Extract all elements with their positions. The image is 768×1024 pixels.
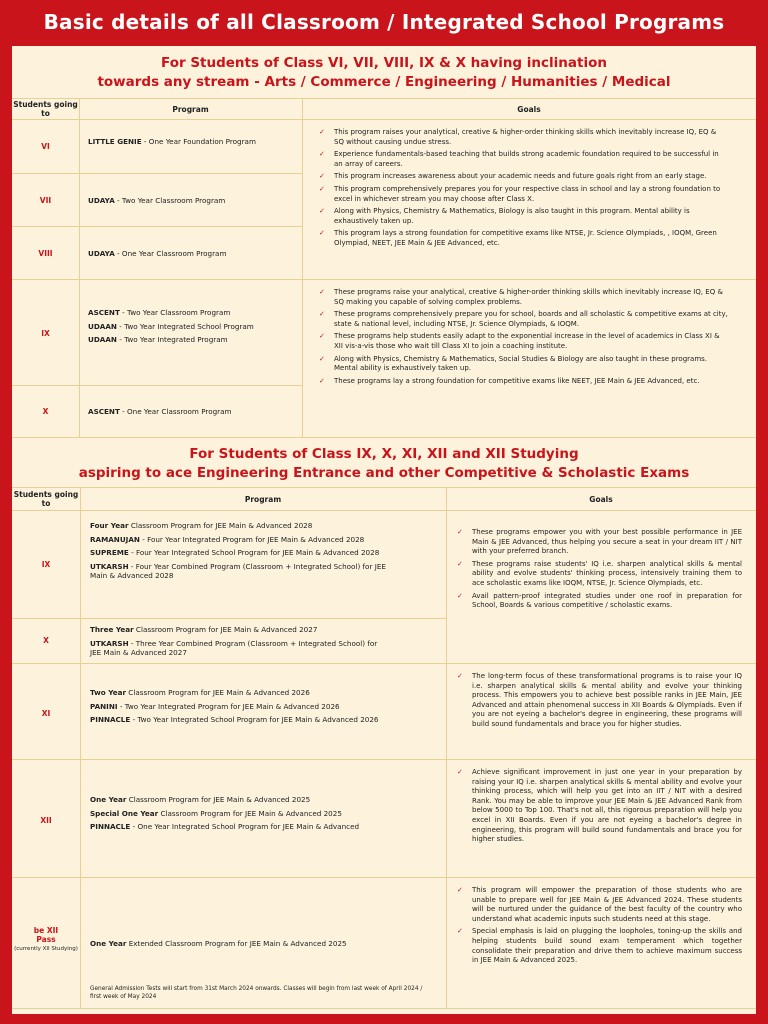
goal-item: ✓ Avail pattern-proof integrated studies under one roof in preparation for School, Boards & various competitive / scholastic exams. (457, 591, 742, 610)
section2-col-class: Students going to (13, 490, 79, 508)
class-label: XI (41, 709, 51, 718)
check-icon: ✓ (319, 332, 325, 341)
section1-col-program: Program (172, 105, 209, 114)
program-item: UDAYA - One Year Classroom Program (88, 249, 227, 258)
goal-item: ✓ This program increases awareness about your academic needs and future goals right from an early stage. (319, 172, 707, 181)
program-cell (90, 521, 390, 585)
program-cell (88, 137, 288, 151)
goals-cell (456, 886, 742, 969)
class-label: VII (39, 196, 52, 205)
goal-item: ✓ These programs help students easily adapt to the exponential increase in the level of academics in Class XI & XII vis-a-vis those who wait till Class XI to join a coaching institute. (319, 332, 720, 350)
program-cell (90, 795, 430, 836)
program-cell (90, 939, 440, 953)
program-cell (90, 688, 430, 729)
check-icon: ✓ (457, 886, 463, 894)
check-icon: ✓ (457, 591, 463, 600)
class-label: X (42, 407, 49, 416)
section2-col-program: Program (244, 495, 282, 504)
check-icon: ✓ (457, 528, 463, 536)
program-item: UTKARSH - Three Year Combined Program (Classroom + Integrated School) for JEE Main & Advanced 2027 (90, 638, 378, 657)
goal-item: ✓ These programs lay a strong foundation for competitive exams like NEET, JEE Main & JEE Advanced, etc. (319, 376, 700, 385)
program-cell (88, 308, 288, 349)
goal-item: ✓ Special emphasis is laid on plugging the loopholes, toning-up the skills and helping students build sound exam temperament which together consolidate their preparation and drive them to achieve maximum success in JEE Main & Advanced 2025. (457, 927, 742, 965)
check-icon: ✓ (319, 229, 325, 238)
goal-item: ✓ These programs comprehensively prepare you for school, boards and all scholastic & competitive exams at city, state & national level, including NTSE, Jr. Science Olympiads, & IOQM. (319, 310, 728, 328)
check-icon: ✓ (457, 927, 463, 936)
check-icon: ✓ (319, 354, 325, 363)
check-icon: ✓ (457, 559, 463, 568)
program-cell (88, 249, 288, 263)
section2-heading-line1: For Students of Class IX, X, XI, XII and XII Studying (189, 446, 579, 462)
check-icon: ✓ (457, 768, 463, 776)
goal-item: ✓ These programs raise students' IQ i.e. sharpen analytical skills & mental ability and evolve students' thinking process, intensively training them to ace scholastic exams like IOQM, NTSE, Jr. Science Olympiads, etc. (457, 559, 742, 587)
program-item: ASCENT - One Year Classroom Program (88, 407, 232, 416)
class-label: XII (40, 816, 52, 825)
page-title: Basic details of all Classroom / Integrated School Programs (43, 10, 725, 34)
program-item: UDAAN - Two Year Integrated Program (88, 335, 228, 344)
class-label: be XII Pass (33, 926, 59, 944)
program-cell (88, 407, 288, 421)
goals-cell (456, 672, 742, 733)
check-icon: ✓ (319, 128, 325, 136)
check-icon: ✓ (319, 172, 325, 181)
class-label: VI (41, 142, 50, 151)
goal-item: ✓ Along with Physics, Chemistry & Mathematics, Biology is also taught in this program. Mental ability is exhaustively taken up. (319, 207, 690, 225)
goals-cell (456, 528, 742, 614)
goal-item: ✓ This program raises your analytical, creative & higher-order thinking skills which inevitably increase IQ, EQ & SQ without causing undue stress. (319, 128, 717, 146)
goals-cell (318, 128, 728, 252)
goals-cell (456, 768, 742, 848)
class-label: IX (41, 329, 50, 338)
program-item: Two Year Classroom Program for JEE Main & Advanced 2026 (90, 688, 310, 697)
check-icon: ✓ (319, 184, 325, 193)
admission-note: General Admission Tests will start from 31st March 2024 onwards. Classes will begin from last week of April 2024 / first week of May 2024 (90, 986, 423, 1000)
program-item: SUPREME - Four Year Integrated School Program for JEE Main & Advanced 2028 (90, 548, 380, 557)
program-item: One Year Extended Classroom Program for JEE Main & Advanced 2025 (90, 939, 347, 948)
program-cell (90, 625, 390, 662)
section1-heading-line1: For Students of Class VI, VII, VIII, IX & X having inclination (161, 55, 607, 71)
goals-cell (318, 288, 728, 389)
class-label: X (43, 636, 49, 645)
content-panel (12, 46, 756, 1014)
check-icon: ✓ (319, 310, 325, 319)
section1-col-class: Students going to (13, 100, 78, 118)
check-icon: ✓ (457, 672, 463, 680)
program-item: PINNACLE - Two Year Integrated School Program for JEE Main & Advanced 2026 (90, 715, 379, 724)
goal-item: ✓ These programs raise your analytical, creative & higher-order thinking skills which inevitably increase IQ, EQ & SQ making you capable of solving complex problems. (319, 288, 723, 306)
program-item: Special One Year Classroom Program for JEE Main & Advanced 2025 (90, 808, 342, 818)
program-item: PINNACLE - One Year Integrated School Program for JEE Main & Advanced (90, 822, 360, 831)
goal-item: ✓ Experience fundamentals-based teaching that builds strong academic foundation required to be successful in an array of careers. (319, 150, 719, 168)
program-item: LITTLE GENIE - One Year Foundation Program (88, 137, 256, 146)
program-item: UTKARSH - Four Year Combined Program (Classroom + Integrated School) for JEE Main & Advanced 2028 (90, 561, 386, 580)
goal-item: ✓ This program comprehensively prepares you for your respective class in school and lay a strong foundation to excel in whichever stream you may choose after Class X. (319, 184, 721, 203)
section2-col-goals: Goals (589, 495, 613, 504)
goal-item: ✓ This program lays a strong foundation for competitive exams like NTSE, Jr. Science Olympiads, , IOQM, Green Olympiad, NEET, JEE Main & JEE Advanced, etc. (319, 229, 717, 247)
class-label: VIII (38, 249, 53, 258)
goal-item: ✓ This program will empower the preparation of those students who are unable to prepare well for JEE Main & JEE Advanced 2024. These students will be nurtured under the guidance of the best faculty of the country who understand what academic inputs such students need at this stage. (457, 886, 742, 923)
goal-item: ✓ Along with Physics, Chemistry & Mathematics, Social Studies & Biology are also taught in these programs. Mental ability is exhaustively taken up. (319, 354, 708, 373)
check-icon: ✓ (319, 150, 325, 159)
section1-heading (12, 54, 756, 92)
program-item: UDAAN - Two Year Integrated School Program (88, 321, 254, 331)
section2-heading (12, 445, 756, 483)
program-item: ASCENT - Two Year Classroom Program (88, 308, 231, 317)
program-item: Three Year Classroom Program for JEE Main & Advanced 2027 (90, 625, 318, 634)
class-label: IX (41, 560, 51, 569)
program-cell (88, 196, 288, 210)
check-icon: ✓ (319, 288, 325, 296)
check-icon: ✓ (319, 207, 325, 216)
goal-item: ✓ Achieve significant improvement in just one year in your preparation by raising your IQ i.e. sharpen analytical skills & mental ability and evolve your thinking process, which will help you get into an IIT / NIT with a desired Rank. You may be able to improve your JEE Main & JEE Advanced Rank from below 5000 to Top 100. That's not all, this rigorous preparation will help you excel in XII Boards. Even if you are not eyeing a bachelor's degree in engineering, this program will build sound fundamentals and brace you for higher studies. (457, 768, 742, 844)
program-item: UDAYA - Two Year Classroom Program (88, 196, 226, 205)
section1-heading-line2: towards any stream - Arts / Commerce / Engineering / Humanities / Medical (97, 74, 671, 90)
program-item: RAMANUJAN - Four Year Integrated Program for JEE Main & Advanced 2028 (90, 534, 365, 544)
program-item: One Year Classroom Program for JEE Main & Advanced 2025 (90, 795, 311, 804)
goal-item: ✓ The long-term focus of these transformational programs is to raise your IQ i.e. sharpen analytical skills & mental ability and evolve your thinking process. This empowers you to achieve best possible ranks in JEE Main, JEE Advanced and attain phenomenal success in XII Boards & Olympiads. Even if you are not eyeing a bachelor's degree in engineering, these programs will build sound fundamentals and brace you for higher studies. (457, 672, 742, 728)
program-item: PANINI - Two Year Integrated Program for JEE Main & Advanced 2026 (90, 701, 340, 711)
class-note: (currently XII Studying) (14, 946, 78, 952)
goal-item: ✓ These programs empower you with your best possible performance in JEE Main & JEE Advanced, thus helping you secure a seat in your dream IIT / NIT with your preferred branch. (457, 528, 742, 556)
section2-heading-line2: aspiring to ace Engineering Entrance and other Competitive & Scholastic Exams (78, 465, 690, 481)
section1-col-goals: Goals (517, 105, 541, 114)
program-item: Four Year Classroom Program for JEE Main & Advanced 2028 (90, 521, 313, 530)
check-icon: ✓ (319, 376, 325, 385)
